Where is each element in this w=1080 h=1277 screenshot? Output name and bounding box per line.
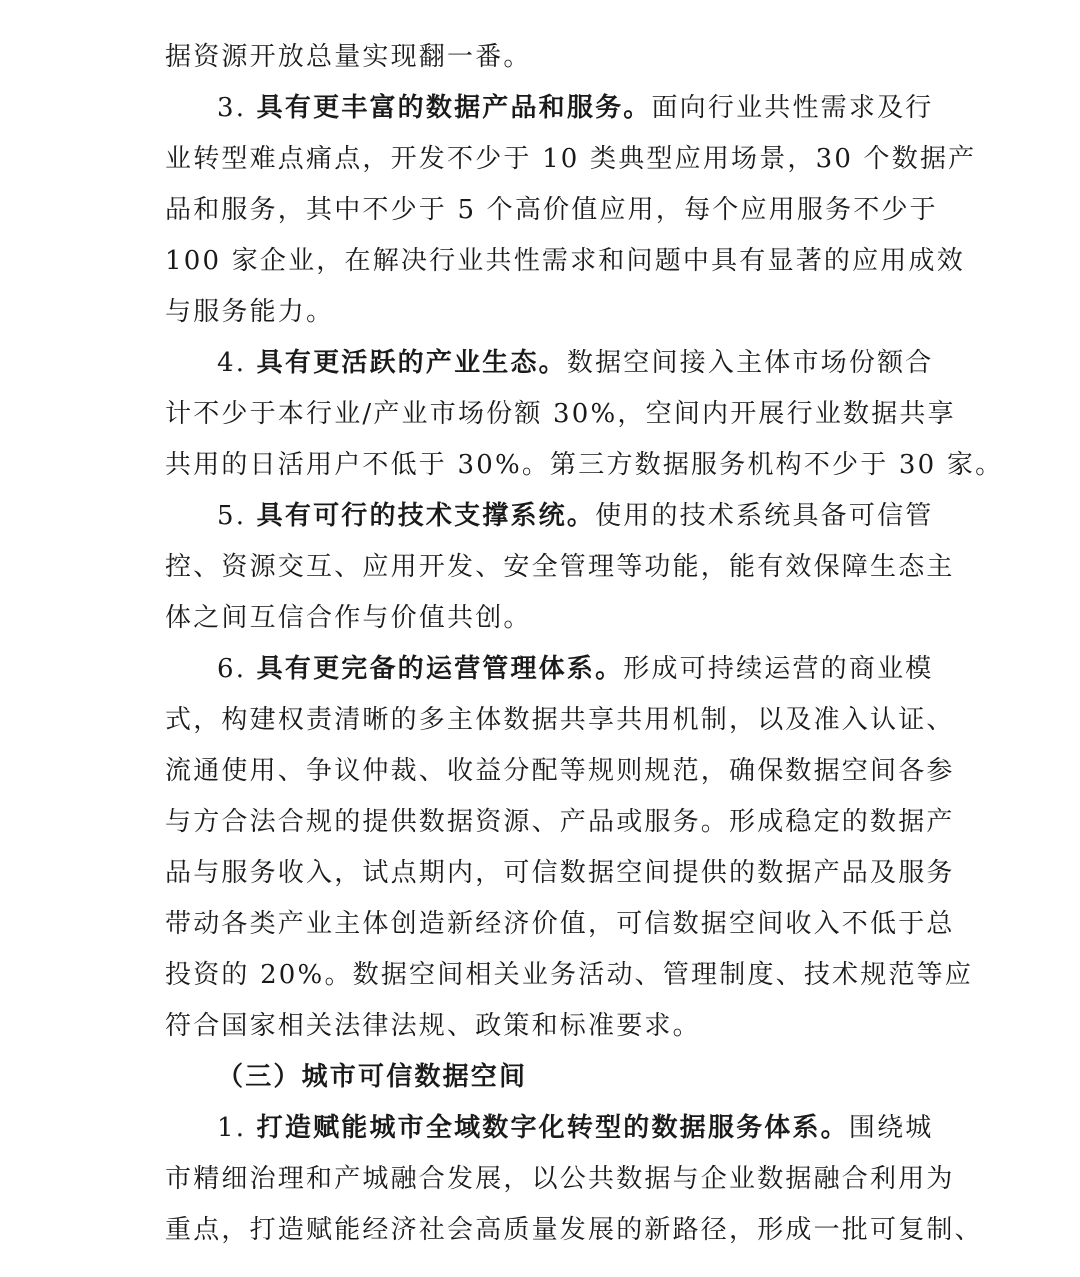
paragraph-line [165,241,965,281]
paragraph-line [165,802,955,842]
section-title-text: （三）城市可信数据空间 [217,1062,528,1092]
line-text: 面向行业共性需求及行 [651,93,934,123]
item-heading: 具有更完备的运营管理体系。 [256,654,624,684]
paragraph-line [165,1159,955,1199]
line-text: 形成可持续运营的商业模 [623,654,934,684]
line-text: 品与服务收入，试点期内，可信数据空间提供的数据产品及服务 [165,858,955,888]
line-text: 流通使用、争议仲裁、收益分配等规则规范，确保数据空间各参 [165,756,955,786]
line-text: 数据空间接入主体市场份额合 [566,348,934,378]
item-heading-line [217,649,934,689]
paragraph-line [165,598,532,638]
paragraph-line [165,1210,983,1250]
paragraph-line [165,37,532,77]
section-title [217,1057,527,1097]
paragraph-line [165,700,955,740]
paragraph-line [165,1006,701,1046]
line-text: 带动各类产业主体创造新经济价值，可信数据空间收入不低于总 [165,909,955,939]
line-text: 重点，打造赋能经济社会高质量发展的新路径，形成一批可复制、 [165,1215,983,1245]
line-text: 控、资源交互、应用开发、安全管理等功能，能有效保障生态主 [165,552,955,582]
line-text: 围绕城 [848,1113,934,1143]
line-text: 投资的 20%。数据空间相关业务活动、管理制度、技术规范等应 [165,960,974,990]
item-heading-line [217,88,934,128]
item-heading: 具有可行的技术支撑系统。 [256,501,596,531]
item-number: 1. [217,1113,257,1143]
item-number: 5. [217,501,257,531]
paragraph-line [165,853,955,893]
item-heading: 具有更丰富的数据产品和服务。 [256,93,652,123]
paragraph-line [165,139,977,179]
item-number: 3. [217,93,257,123]
paragraph-line [165,955,974,995]
line-text: 市精细治理和产城融合发展，以公共数据与企业数据融合利用为 [165,1164,955,1194]
line-text: 符合国家相关法律法规、政策和标准要求。 [165,1011,701,1041]
item-heading: 具有更活跃的产业生态。 [256,348,567,378]
paragraph-line [165,445,1004,485]
item-heading-line [217,343,934,383]
item-number: 6. [217,654,257,684]
line-text: 式，构建权责清晰的多主体数据共享共用机制，以及准入认证、 [165,705,955,735]
line-text: 共用的日活用户不低于 30%。第三方数据服务机构不少于 30 家。 [165,450,1004,480]
paragraph-line [165,547,955,587]
line-text: 使用的技术系统具备可信管 [595,501,934,531]
line-text: 与方合法合规的提供数据资源、产品或服务。形成稳定的数据产 [165,807,955,837]
line-text: 计不少于本行业/产业市场份额 30%，空间内开展行业数据共享 [165,399,956,429]
line-text: 品和服务，其中不少于 5 个高价值应用，每个应用服务不少于 [165,195,938,225]
item-number: 4. [217,348,257,378]
item-heading: 打造赋能城市全域数字化转型的数据服务体系。 [256,1113,849,1143]
line-text: 与服务能力。 [165,297,335,327]
item-heading-line [217,1108,934,1148]
line-text: 据资源开放总量实现翻一番。 [165,42,532,72]
line-text: 体之间互信合作与价值共创。 [165,603,532,633]
paragraph-line [165,904,955,944]
paragraph-line [165,190,938,230]
line-text: 业转型难点痛点，开发不少于 10 类典型应用场景，30 个数据产 [165,144,977,174]
item-heading-line [217,496,934,536]
paragraph-line [165,751,955,791]
paragraph-line [165,292,334,332]
paragraph-line [165,394,956,434]
line-text: 100 家企业，在解决行业共性需求和问题中具有显著的应用成效 [165,246,965,276]
